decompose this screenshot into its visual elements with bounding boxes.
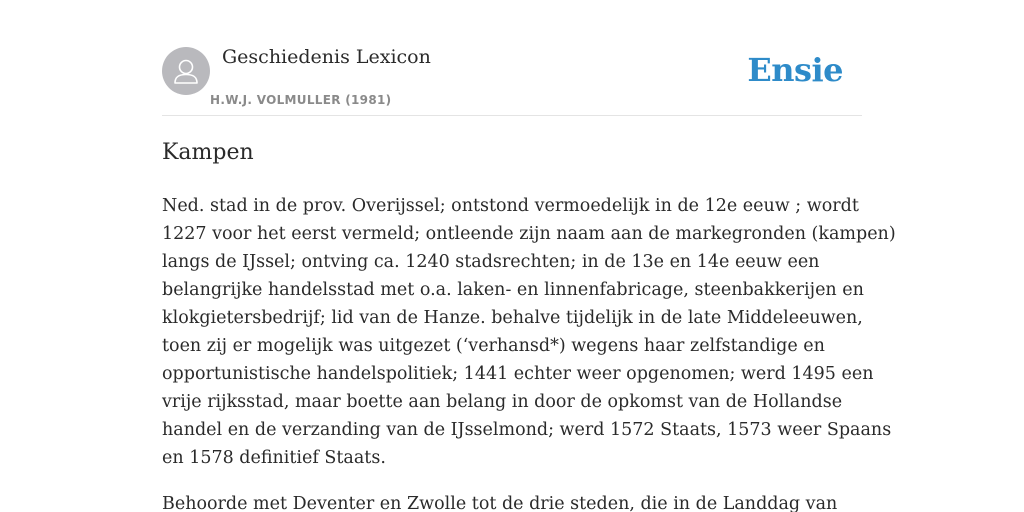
- user-icon: [162, 47, 210, 95]
- text-line: 1227 voor het eerst vermeld; ontleende zijn naam aan de markegronden (kampen): [162, 224, 896, 244]
- text-line: Ned. stad in de prov. Overijssel; ontstond vermoedelijk in de 12e eeuw ; wordt: [162, 196, 859, 216]
- text-line: vrije rijksstad, maar boette aan belang in door de opkomst van de Hollandse: [162, 392, 843, 412]
- paragraph-1: [162, 192, 896, 472]
- text-line: Behoorde met Deventer en Zwolle tot de drie steden, die in de Landdag van: [162, 494, 838, 512]
- article-body: [162, 192, 896, 512]
- text-line: toen zij er mogelijk was uitgezet (‘verhansd*) wegens haar zelfstandige en: [162, 336, 825, 356]
- article-title: Kampen: [162, 140, 254, 165]
- paragraph-2: [162, 490, 862, 512]
- source-author[interactable]: H.W.J. VOLMULLER (1981): [210, 93, 392, 107]
- text-line: klokgietersbedrijf; lid van de Hanze. behalve tijdelijk in de late Middeleeuwen,: [162, 308, 863, 328]
- text-line: langs de IJssel; ontving ca. 1240 stadsrechten; in de 13e en 14e eeuw een: [162, 252, 820, 272]
- text-line: en 1578 definitief Staats.: [162, 448, 386, 468]
- source-header: [162, 38, 862, 116]
- source-title[interactable]: Geschiedenis Lexicon: [222, 46, 431, 68]
- text-line: belangrijke handelsstad met o.a. laken- en linnenfabricage, steenbakkerijen en: [162, 280, 864, 300]
- text-line: handel en de verzanding van de IJsselmond; werd 1572 Staats, 1573 weer Spaans: [162, 420, 892, 440]
- text-line: opportunistische handelspolitiek; 1441 echter weer opgenomen; werd 1495 een: [162, 364, 874, 384]
- brand-logo[interactable]: Ensie: [747, 51, 843, 89]
